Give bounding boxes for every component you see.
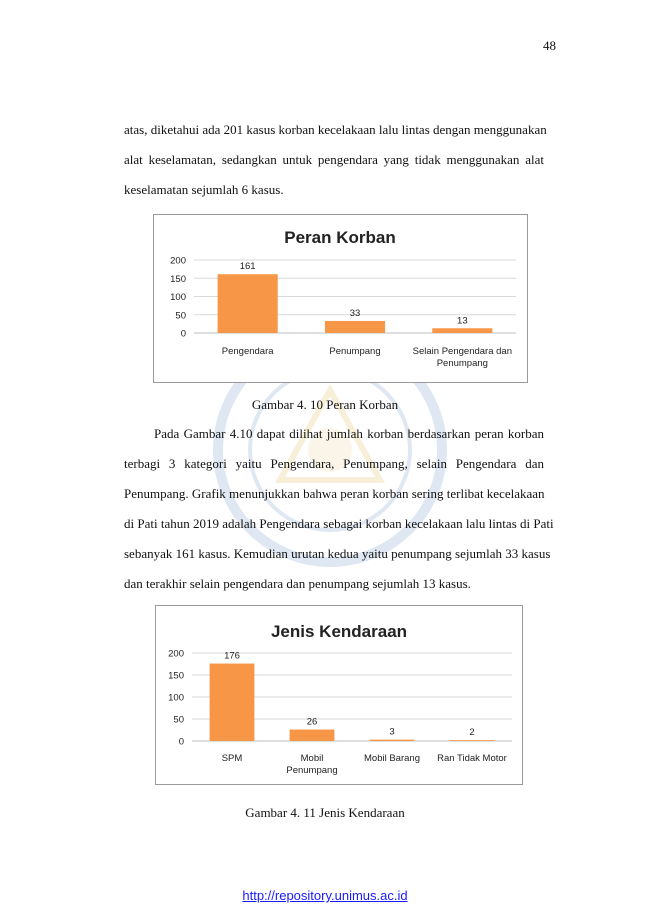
bar (325, 321, 385, 333)
y-tick-label: 150 (168, 670, 184, 682)
page-number: 48 (543, 38, 556, 53)
bar (290, 730, 335, 741)
y-tick-label: 200 (168, 648, 184, 660)
text-line: Penumpang. Grafik menunjukkan bahwa peran korban sering terlibat kecelakaan (124, 486, 545, 501)
data-label: 161 (239, 261, 256, 273)
y-tick-label: 0 (180, 328, 186, 340)
text-line: dan terakhir selain pengendara dan penumpang sejumlah 13 kasus. (124, 576, 471, 591)
category-label: Mobil Barang (364, 753, 420, 764)
paragraph-1 (124, 115, 547, 205)
data-label: 176 (224, 650, 240, 662)
bar (218, 274, 278, 333)
text-line: keselamatan sejumlah 6 kasus. (124, 182, 284, 197)
bar (450, 740, 495, 741)
chart-peran-korban-svg (154, 215, 527, 382)
chart-peran-korban (153, 214, 528, 383)
repository-link[interactable]: http://repository.unimus.ac.id (242, 888, 408, 903)
text-line: Pada Gambar 4.10 dapat dilihat jumlah korban berdasarkan peran korban (154, 426, 544, 441)
category-label: Mobil (300, 753, 324, 764)
paragraph-2 (124, 419, 554, 599)
data-label: 26 (306, 716, 318, 728)
chart-title: Jenis Kendaraan (270, 622, 408, 641)
data-label: 3 (389, 726, 395, 738)
text-line: di Pati tahun 2019 adalah Pengendara sebagai korban kecelakaan lalu lintas di Pati (124, 516, 554, 531)
chart-jenis-kendaraan (155, 605, 523, 785)
category-label: Ran Tidak Motor (437, 753, 507, 764)
y-tick-label: 100 (168, 692, 184, 704)
category-label: Penumpang (286, 765, 338, 776)
category-label: Selain Pengendara dan (412, 346, 512, 357)
text-line: atas, diketahui ada 201 kasus korban kecelakaan lalu lintas dengan menggunakan (124, 122, 547, 137)
y-tick-label: 150 (170, 273, 186, 285)
bar (370, 740, 415, 741)
caption-figure-4-10: Gambar 4. 10 Peran Korban (251, 397, 399, 412)
category-label: Penumpang (436, 358, 488, 369)
category-label: Penumpang (329, 346, 381, 357)
chart-title: Peran Korban (284, 228, 396, 247)
y-tick-label: 50 (173, 714, 184, 726)
data-label: 33 (349, 307, 361, 319)
caption-figure-4-11: Gambar 4. 11 Jenis Kendaraan (245, 805, 405, 820)
text-line: alat keselamatan, sedangkan untuk pengendara yang tidak menggunakan alat (124, 152, 544, 167)
data-label: 2 (469, 727, 475, 739)
category-label: SPM (221, 753, 243, 764)
y-tick-label: 100 (170, 292, 186, 303)
y-tick-label: 0 (178, 736, 184, 748)
y-tick-label: 50 (175, 310, 186, 322)
bar (210, 664, 255, 741)
category-label: Pengendara (221, 346, 274, 357)
chart-jenis-kendaraan-svg (156, 606, 522, 784)
y-tick-label: 200 (170, 255, 186, 267)
text-line: sebanyak 161 kasus. Kemudian urutan kedua yaitu penumpang sejumlah 33 kasus (124, 546, 551, 561)
text-line: terbagi 3 kategori yaitu Pengendara, Penumpang, selain Pengendara dan (124, 456, 544, 471)
data-label: 13 (457, 315, 468, 327)
bar (432, 328, 492, 333)
